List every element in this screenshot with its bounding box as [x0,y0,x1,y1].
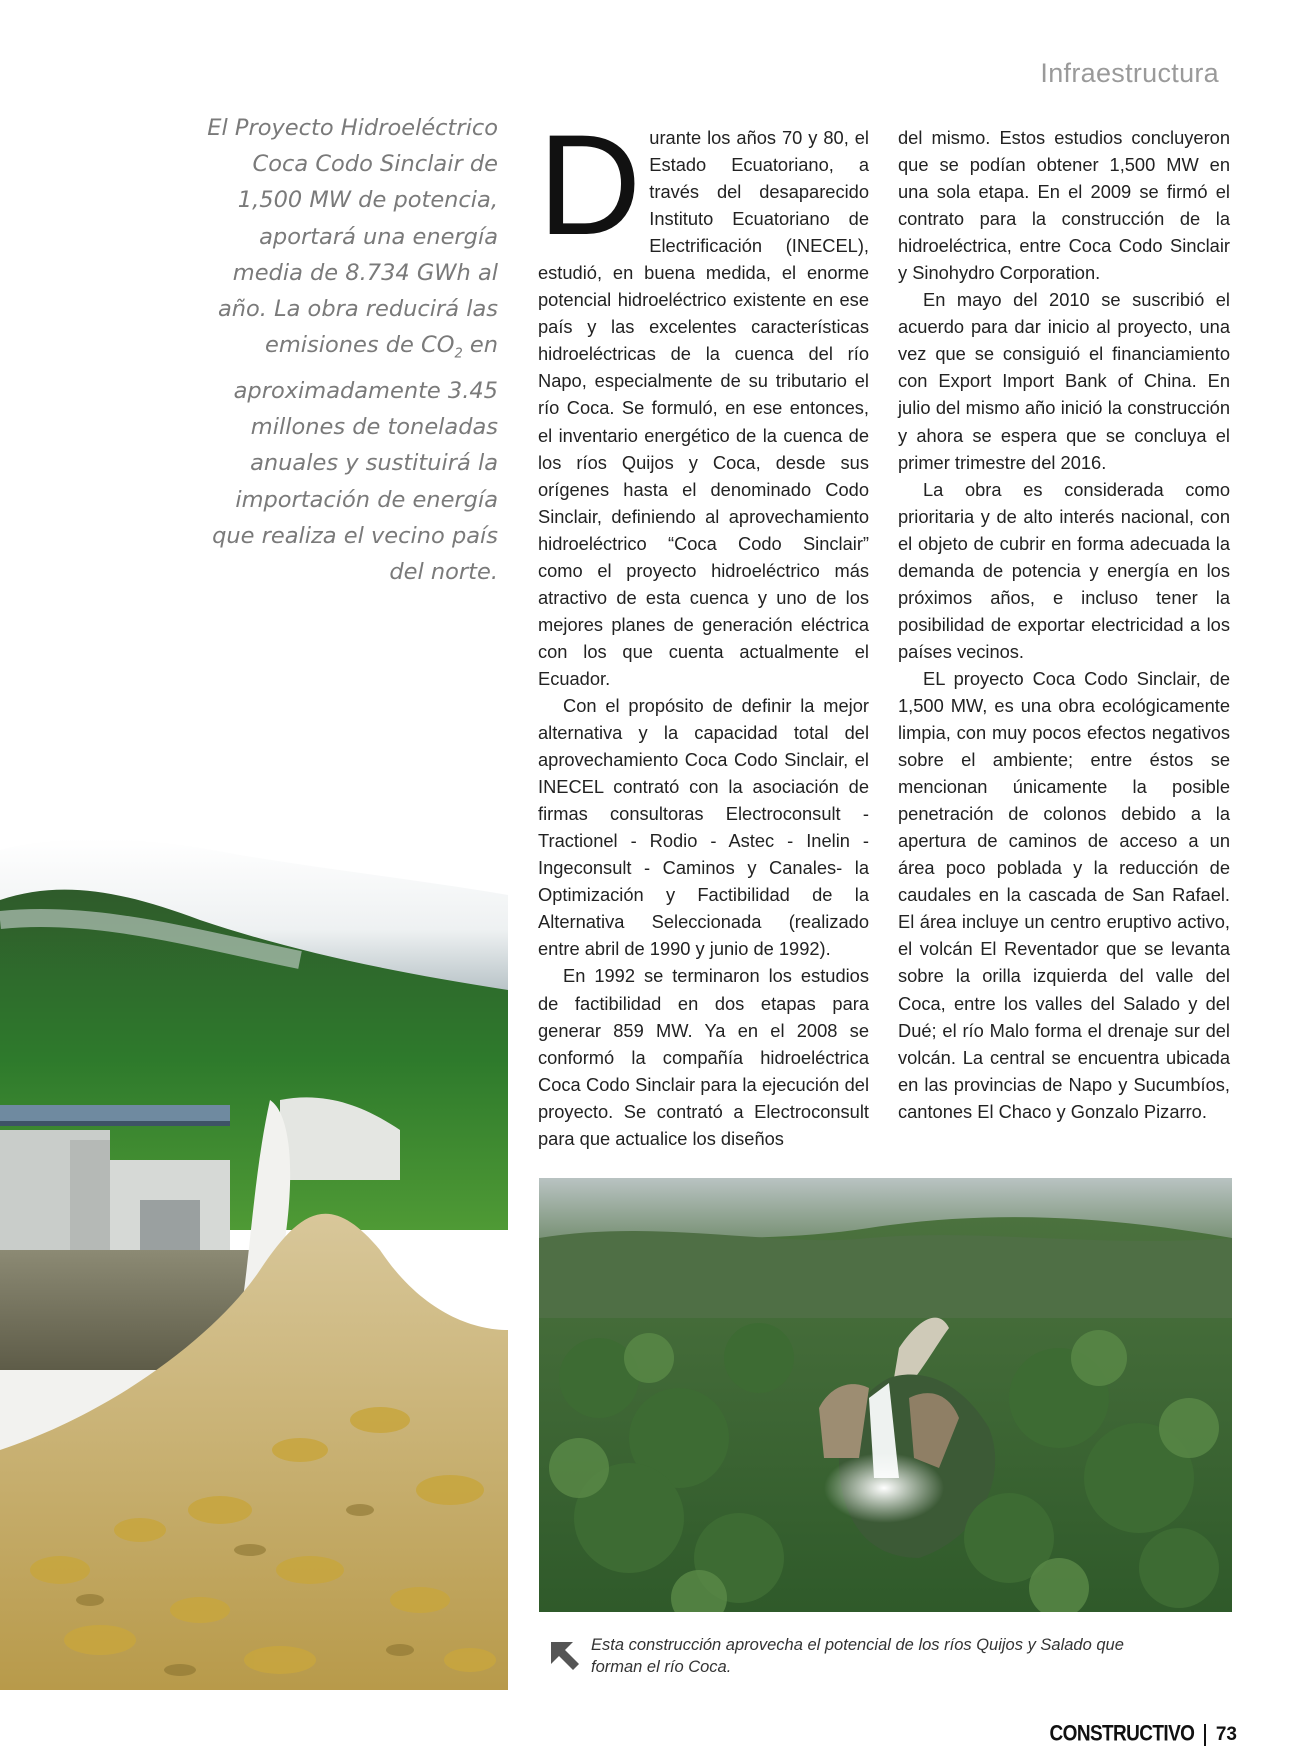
footer-divider [1204,1724,1206,1746]
article-paragraph: del mismo. Estos estudios concluyeron que se podían obtener 1,500 MW en una sola etapa. En el 2009 se firmó el contrato para la construcción de la hidroeléctrica, entre Coca Codo Sinclair y Sinohydro Corporation. [898,127,1230,284]
pull-quote-text-end: en aproximadamente 3.45 millones de toneladas anuales y sustituirá la importación de energía que realiza el vecino país del norte. [212,332,498,585]
article-paragraph: EL proyecto Coca Codo Sinclair, de 1,500 MW, es una obra ecológicamente limpia, con muy pocos efectos negativos sobre el ambiente; entre éstos se mencionan únicamente la posible penetración de colonos debido a la apertura de caminos de acceso a un área poco poblada y la reducción de caudales en la cascada de San Rafael. El área incluye un centro eruptivo activo, el volcán El Reventador que se levanta sobre la orilla izquierda del valle del Coca, entre los valles del Salado y del Dué; el río Malo forma el drenaje sur del volcán. La central se encuentra ubicada en las provincias de Napo y Sucumbíos, cantones El Chaco y Gonzalo Pizarro. [898,667,1230,1122]
page-footer [1050,1720,1237,1750]
article-column-2 [898,124,1230,1125]
article-paragraph: Con el propósito de definir la mejor alternativa y la capacidad total del aprovechamiento Coca Codo Sinclair, el INECEL contrató con la asociación de firmas consultoras Electroconsult - Tractionel - Rodio - Astec - Inelin - Ingeconsult - Caminos y Canales- la Optimización y Factibilidad de la Alternativa Seleccionada (realizado entre abril de 1990 y junio de 1992). [538,694,869,960]
article-paragraph: La obra es considerada como prioritaria y de alto interés nacional, con el objeto de cubrir en forma adecuada la demanda de potencia y energía en los próximos años, e incluso tener la posibilidad de exportar electricidad a los países vecinos. [898,478,1230,662]
arrow-up-left-icon [547,1638,581,1677]
waterfall-photo [539,1178,1232,1612]
section-label: Infraestructura [1040,58,1219,88]
pull-quote-text: El Proyecto Hidroeléctrico Coca Codo Sinclair de 1,500 MW de potencia, aportará una energía media de 8.734 GWh al año. La obra reducirá las emisiones de CO [207,115,498,359]
dam-photo [0,810,508,1690]
article-paragraph: En 1992 se terminaron los estudios de factibilidad en dos etapas para generar 859 MW. Ya en el 2008 se conformó la compañía hidroeléctrica Coca Codo Sinclair para la ejecución del proyecto. Se contrató a Electroconsult para que actualice los diseños [538,965,869,1149]
article-column-1 [538,106,869,1152]
magazine-brand: CONSTRUCTIVO [1049,1722,1195,1747]
pull-quote-subscript: 2 [454,346,463,362]
drop-cap: D [538,106,642,265]
page-number: 73 [1215,1724,1237,1745]
photo-caption [547,1634,1147,1680]
article-paragraph: En mayo del 2010 se suscribió el acuerdo para dar inicio al proyecto, una vez que se consiguió el financiamiento con Export Import Bank of China. En julio del mismo año inició la construcción y ahora se espera que se concluya el primer trimestre del 2016. [898,289,1230,473]
pull-quote [200,110,498,590]
article-paragraph: urante los años 70 y 80, el Estado Ecuatoriano, a través del desaparecido Instituto Ecuatoriano de Electrificación (INECEL), estudió, en buena medida, el enorme potencial hidroeléctrico existente en ese país y las excelentes características hidroeléctricas de la cuenca del río Napo, especialmente de su tributario el río Coca. Se formuló, en ese entonces, el inventario energético de la cuenca de los ríos Quijos y Coca, desde sus orígenes hasta el denominado Codo Sinclair, definiendo al aprovechamiento hidroeléctrico “Coca Codo Sinclair” como el proyecto hidroeléctrico más atractivo de esta cuenca y uno de los mejores planes de generación eléctrica con los que cuenta actualmente el Ecuador. [538,127,869,689]
caption-text: Esta construcción aprovecha el potencial de los ríos Quijos y Salado que forman el río Coca. [591,1636,1124,1676]
